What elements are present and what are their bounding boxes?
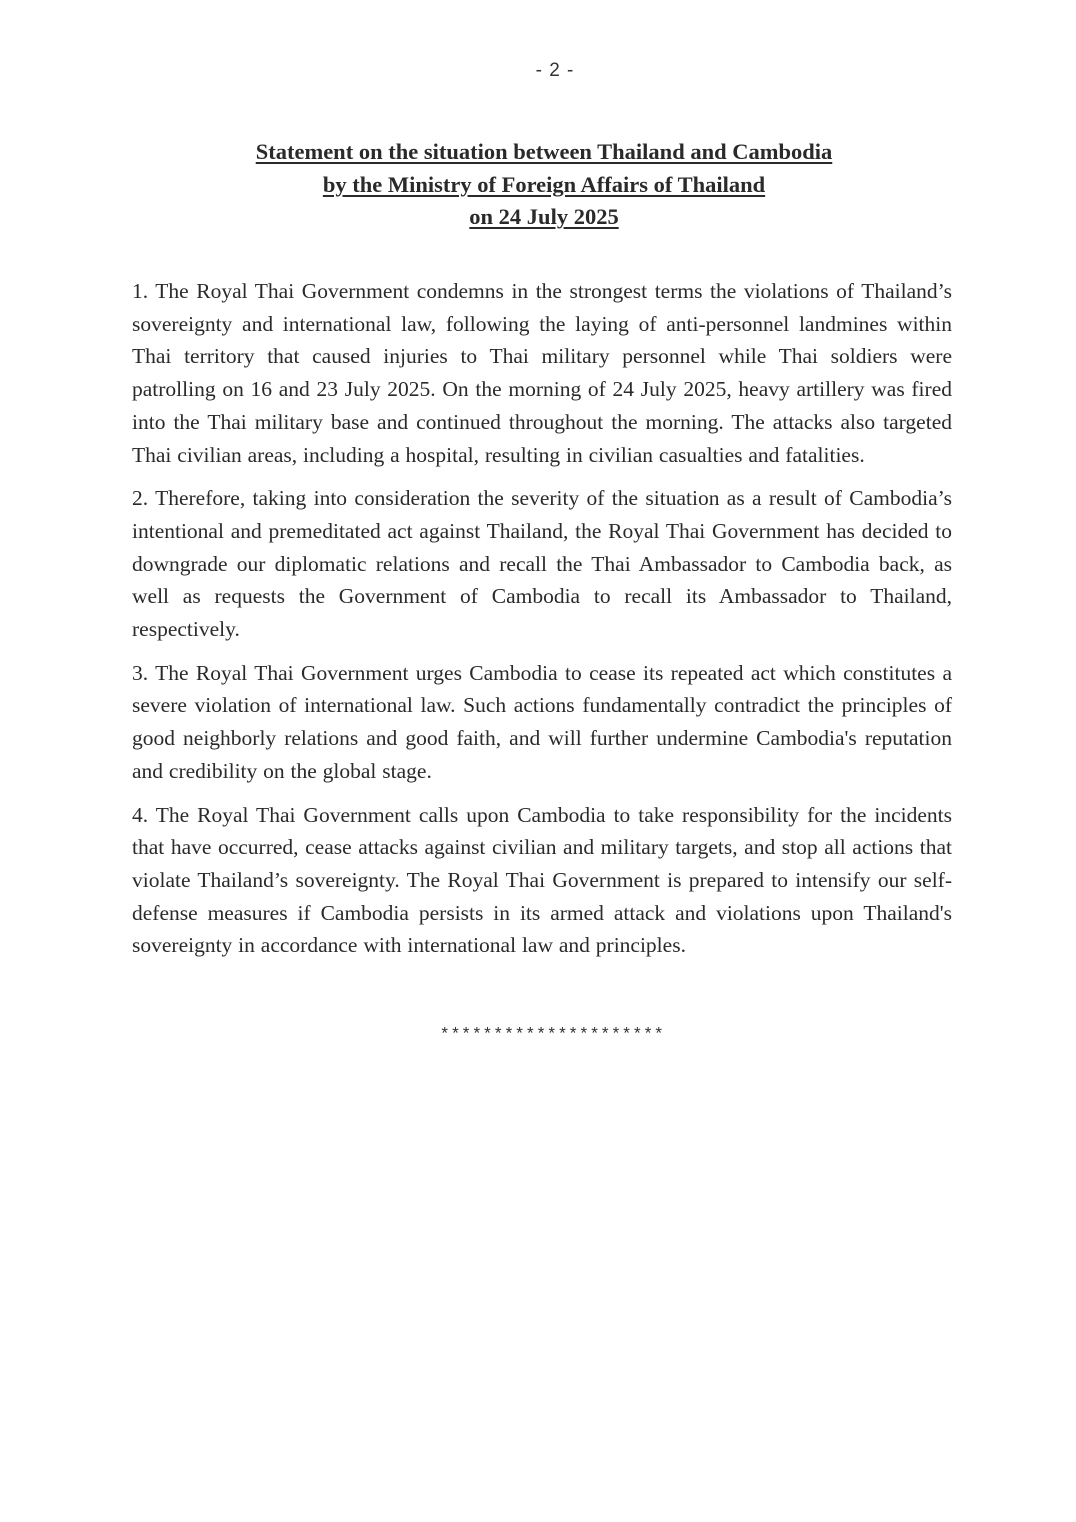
paragraph-3: 3. The Royal Thai Government urges Cambodia to cease its repeated act which constitutes a severe violation of international law. Such actions fundamentally contradict the principles of good neighborly relations and good faith, and will further undermine Cambodia's reputation and credibility on the global stage. — [132, 660, 952, 783]
title-line-3: on 24 July 2025 — [469, 204, 619, 229]
document-title — [0, 136, 1076, 234]
paragraph-1: 1. The Royal Thai Government condemns in the strongest terms the violations of Thailand’s sovereignty and international law, following the laying of anti-personnel landmines within Thai territory that caused injuries to Thai military personnel while Thai soldiers were patrolling on 16 and 23 July 2025. On the morning of 24 July 2025, heavy artillery was fired into the Thai military base and continued throughout the morning. The attacks also targeted Thai civilian areas, including a hospital, resulting in civilian casualties and fatalities. — [132, 279, 952, 467]
end-separator: ********************* — [439, 1026, 665, 1045]
title-line-1: Statement on the situation between Thailand and Cambodia — [255, 139, 833, 164]
paragraph-4: 4. The Royal Thai Government calls upon Cambodia to take responsibility for the incidents that have occurred, cease attacks against civilian and military targets, and stop all actions that violate Thailand’s sovereignty. The Royal Thai Government is prepared to intensify our self-defense measures if Cambodia persists in its armed attack and violations upon Thailand's sovereignty in accordance with international law and principles. — [132, 802, 952, 958]
paragraph-2: 2. Therefore, taking into consideration the severity of the situation as a result of Cambodia’s intentional and premeditated act against Thailand, the Royal Thai Government has decided to downgrade our diplomatic relations and recall the Thai Ambassador to Cambodia back, as well as requests the Government of Cambodia to recall its Ambassador to Thailand, respectively. — [132, 486, 952, 642]
statement-body — [132, 275, 952, 973]
page-number: - 2 - — [535, 60, 575, 81]
title-line-2: by the Ministry of Foreign Affairs of Thailand — [322, 171, 766, 197]
